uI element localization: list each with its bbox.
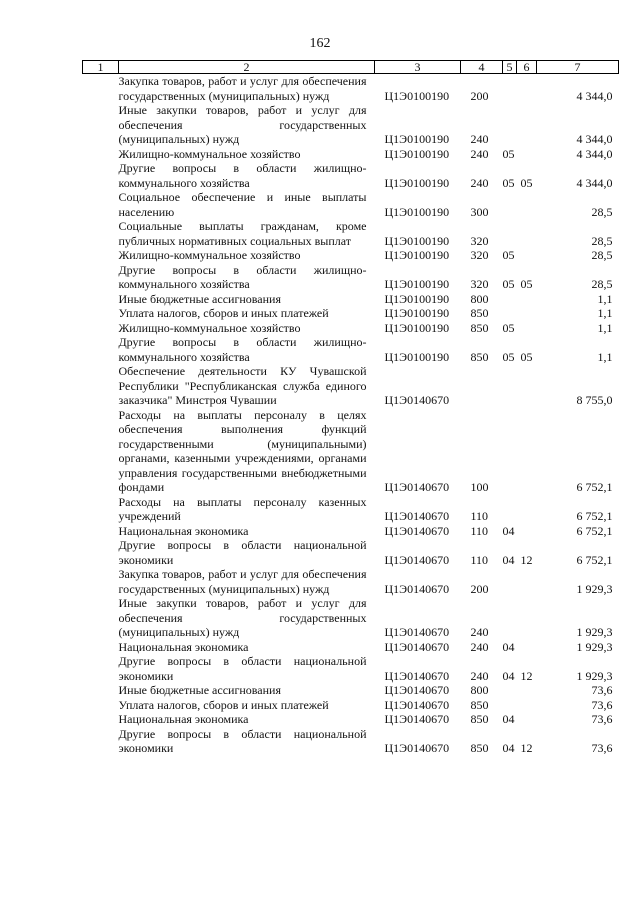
cell-section: [503, 103, 517, 147]
cell-code: Ц1Э0140670: [384, 393, 450, 407]
table-row: [83, 364, 619, 408]
cell-subsection: [517, 495, 537, 524]
cell-subsection: [517, 292, 537, 307]
cell-subsection: [517, 306, 537, 321]
cell-subsection: 05: [520, 175, 533, 190]
cell-name: Обеспечение деятельности КУ Чувашской Республики "Республиканская служба единого заказчика" Минстроя Чувашии: [118, 364, 367, 407]
cell-amount: 1 929,3: [576, 639, 613, 654]
table-row: [83, 538, 619, 567]
cell-code: Ц1Э0140670: [384, 697, 450, 712]
cell-empty: [83, 306, 119, 321]
cell-name: Другие вопросы в области жилищно-коммунального хозяйства: [118, 335, 367, 364]
cell-name: Закупка товаров, работ и услуг для обеспечения государственных (муниципальных) нужд: [118, 567, 367, 596]
cell-subsection: [517, 567, 537, 596]
cell-amount: 4 344,0: [576, 146, 613, 161]
table-row: [83, 306, 619, 321]
cell-expense-type: 240: [470, 625, 489, 639]
cell-section: [503, 596, 517, 640]
cell-subsection: 12: [520, 552, 533, 567]
budget-table: [82, 60, 619, 756]
cell-code: Ц1Э0140670: [384, 712, 450, 726]
cell-code: Ц1Э0140670: [384, 668, 450, 683]
cell-subsection: 12: [520, 668, 533, 683]
cell-expense-type: 800: [470, 683, 489, 697]
cell-amount: 6 752,1: [576, 480, 613, 494]
cell-empty: [83, 567, 119, 596]
cell-name: Иные закупки товаров, работ и услуг для обеспечения государственных (муниципальных) нужд: [118, 103, 367, 146]
cell-amount: 73,6: [591, 712, 613, 726]
page-number: 162: [309, 36, 331, 51]
cell-empty: [83, 190, 119, 219]
cell-expense-type: 320: [470, 248, 489, 262]
cell-code: Ц1Э0140670: [384, 581, 450, 596]
table-row: [83, 335, 619, 364]
cell-code: Ц1Э0100190: [384, 248, 450, 262]
cell-section: 04: [502, 668, 515, 683]
cell-code: Ц1Э0100190: [384, 306, 450, 320]
cell-section: [503, 219, 517, 248]
cell-empty: [83, 335, 119, 364]
cell-subsection: [517, 321, 537, 336]
cell-code: Ц1Э0140670: [384, 625, 450, 639]
table-row: [83, 683, 619, 698]
cell-amount: 1 929,3: [576, 581, 613, 596]
header-col-1: 1: [83, 61, 119, 74]
cell-code: Ц1Э0100190: [384, 204, 450, 219]
cell-amount: 1,1: [597, 320, 613, 335]
cell-expense-type: 110: [470, 509, 489, 523]
cell-expense-type: 850: [470, 306, 489, 320]
cell-section: [503, 698, 517, 713]
cell-empty: [83, 292, 119, 307]
cell-expense-type: 110: [470, 552, 489, 567]
cell-section: [503, 408, 517, 495]
cell-section: 04: [502, 741, 515, 755]
cell-empty: [83, 698, 119, 713]
cell-name: Национальная экономика: [118, 523, 249, 538]
cell-amount: 4 344,0: [576, 132, 613, 146]
cell-name: Национальная экономика: [118, 639, 249, 654]
cell-amount: 28,5: [591, 248, 613, 262]
cell-name: Социальные выплаты гражданам, кроме публичных нормативных социальных выплат: [118, 219, 367, 248]
table-row: [83, 654, 619, 683]
cell-name: Социальное обеспечение и иные выплаты населению: [118, 190, 367, 219]
cell-amount: 73,6: [591, 741, 613, 755]
cell-name: Уплата налогов, сборов и иных платежей: [118, 697, 329, 712]
cell-empty: [83, 103, 119, 147]
cell-empty: [83, 74, 119, 104]
table-row: [83, 596, 619, 640]
cell-code: Ц1Э0100190: [384, 146, 450, 161]
cell-name: Другие вопросы в области жилищно-коммунального хозяйства: [118, 262, 367, 291]
cell-expense-type: 850: [470, 697, 489, 712]
cell-name: Иные бюджетные ассигнования: [118, 683, 281, 697]
cell-name: Иные закупки товаров, работ и услуг для обеспечения государственных (муниципальных) нужд: [118, 596, 367, 639]
cell-amount: 73,6: [591, 697, 613, 712]
table-row: [83, 567, 619, 596]
cell-empty: [83, 654, 119, 683]
table-row: [83, 248, 619, 263]
cell-name: Жилищно-коммунальное хозяйство: [118, 146, 301, 161]
table-row: [83, 727, 619, 756]
cell-name: Жилищно-коммунальное хозяйство: [118, 248, 301, 262]
cell-name: Расходы на выплаты персоналу казенных учреждений: [118, 494, 367, 523]
cell-section: [503, 292, 517, 307]
cell-code: Ц1Э0140670: [384, 683, 450, 697]
cell-subsection: [517, 74, 537, 104]
cell-subsection: [517, 364, 537, 408]
table-row: [83, 190, 619, 219]
cell-amount: 8 755,0: [576, 393, 613, 407]
table-row: [83, 698, 619, 713]
cell-section: [503, 683, 517, 698]
cell-name: Другие вопросы в области национальной экономики: [118, 538, 367, 567]
table-row: [83, 321, 619, 336]
cell-subsection: [517, 219, 537, 248]
cell-code: Ц1Э0140670: [384, 509, 450, 523]
table-body: [83, 74, 619, 756]
cell-empty: [83, 538, 119, 567]
cell-name: Другие вопросы в области жилищно-коммунального хозяйства: [118, 161, 367, 190]
cell-section: 05: [502, 175, 515, 190]
cell-section: 05: [502, 248, 515, 262]
header-col-4: 4: [461, 61, 503, 74]
cell-expense-type: 240: [470, 132, 489, 146]
cell-section: [503, 306, 517, 321]
cell-section: [503, 495, 517, 524]
cell-expense-type: 300: [470, 204, 489, 219]
cell-empty: [83, 219, 119, 248]
cell-section: 05: [502, 277, 515, 291]
cell-expense-type: 240: [470, 146, 489, 161]
table-row: [83, 495, 619, 524]
cell-amount: 4 344,0: [576, 88, 613, 103]
table-row: [83, 524, 619, 539]
cell-code: Ц1Э0100190: [384, 277, 450, 291]
cell-expense-type: 850: [470, 320, 489, 335]
cell-subsection: 05: [520, 277, 533, 291]
cell-amount: 1 929,3: [576, 625, 613, 639]
cell-section: 05: [502, 349, 515, 364]
cell-name: Жилищно-коммунальное хозяйство: [118, 320, 301, 335]
cell-amount: 4 344,0: [576, 175, 613, 190]
cell-section: 04: [502, 552, 515, 567]
cell-expense-type: 200: [470, 88, 489, 103]
cell-expense-type: 320: [470, 233, 489, 248]
cell-subsection: [517, 712, 537, 727]
cell-amount: 1 929,3: [576, 668, 613, 683]
table-row: [83, 292, 619, 307]
header-col-2: 2: [119, 61, 375, 74]
header-col-5: 5: [503, 61, 517, 74]
table-row: [83, 640, 619, 655]
cell-expense-type: 100: [470, 480, 489, 494]
cell-section: 04: [502, 712, 515, 726]
cell-name: Национальная экономика: [118, 712, 249, 726]
cell-empty: [83, 683, 119, 698]
cell-name: Другие вопросы в области национальной экономики: [118, 726, 367, 755]
cell-subsection: [517, 596, 537, 640]
cell-empty: [83, 640, 119, 655]
cell-amount: 28,5: [591, 277, 613, 291]
cell-section: [503, 190, 517, 219]
cell-expense-type: 850: [470, 712, 489, 726]
cell-section: 04: [502, 639, 515, 654]
cell-code: Ц1Э0100190: [384, 320, 450, 335]
cell-name: Закупка товаров, работ и услуг для обеспечения государственных (муниципальных) нужд: [118, 74, 367, 103]
cell-subsection: [517, 683, 537, 698]
cell-name: Расходы на выплаты персоналу в целях обеспечения выполнения функций государственными (муниципальными) органами, казенными учреждениями, органами управления государственными внебюджетными фондами: [118, 407, 367, 494]
cell-amount: 1,1: [597, 306, 613, 320]
cell-empty: [83, 495, 119, 524]
cell-code: Ц1Э0100190: [384, 291, 450, 306]
cell-subsection: [517, 248, 537, 263]
cell-empty: [83, 321, 119, 336]
cell-subsection: [517, 147, 537, 162]
table-row: [83, 161, 619, 190]
cell-empty: [83, 161, 119, 190]
cell-expense-type: 800: [470, 291, 489, 306]
cell-subsection: [517, 190, 537, 219]
cell-amount: 1,1: [597, 349, 613, 364]
cell-subsection: [517, 103, 537, 147]
cell-code: Ц1Э0100190: [384, 233, 450, 248]
cell-expense-type: 320: [470, 277, 489, 291]
table-row: [83, 263, 619, 292]
cell-section: 05: [502, 146, 515, 161]
cell-subsection: [517, 698, 537, 713]
header-col-3: 3: [375, 61, 461, 74]
cell-amount: 1,1: [597, 291, 613, 306]
cell-section: 04: [502, 523, 515, 538]
cell-subsection: 12: [520, 741, 533, 755]
header-row: [83, 61, 619, 74]
cell-empty: [83, 364, 119, 408]
cell-code: Ц1Э0140670: [384, 523, 450, 538]
cell-expense-type: 240: [470, 639, 489, 654]
cell-section: [503, 364, 517, 408]
cell-empty: [83, 248, 119, 263]
cell-section: [503, 74, 517, 104]
cell-expense-type: 240: [470, 668, 489, 683]
table-row: [83, 74, 619, 104]
cell-amount: 6 752,1: [576, 523, 613, 538]
cell-code: Ц1Э0140670: [384, 552, 450, 567]
cell-empty: [83, 147, 119, 162]
cell-code: Ц1Э0100190: [384, 349, 450, 364]
cell-name: Иные бюджетные ассигнования: [118, 291, 281, 306]
cell-subsection: 05: [520, 349, 533, 364]
cell-amount: 6 752,1: [576, 509, 613, 523]
cell-code: Ц1Э0140670: [384, 480, 450, 494]
cell-subsection: [517, 524, 537, 539]
cell-empty: [83, 524, 119, 539]
cell-section: 05: [502, 320, 515, 335]
cell-expense-type: 850: [470, 741, 489, 755]
cell-amount: 6 752,1: [576, 552, 613, 567]
cell-amount: 73,6: [591, 683, 613, 697]
cell-amount: 28,5: [591, 233, 613, 248]
cell-empty: [83, 727, 119, 756]
cell-expense-type: 240: [470, 175, 489, 190]
header-col-6: 6: [517, 61, 537, 74]
cell-code: Ц1Э0100190: [384, 175, 450, 190]
cell-code: Ц1Э0140670: [384, 741, 450, 755]
cell-code: Ц1Э0100190: [384, 88, 450, 103]
cell-expense-type: 850: [470, 349, 489, 364]
cell-name: Уплата налогов, сборов и иных платежей: [118, 306, 329, 320]
cell-subsection: [517, 408, 537, 495]
cell-empty: [83, 712, 119, 727]
table-row: [83, 103, 619, 147]
cell-name: Другие вопросы в области национальной экономики: [118, 654, 367, 683]
cell-section: [503, 567, 517, 596]
table-row: [83, 147, 619, 162]
cell-code: Ц1Э0100190: [384, 132, 450, 146]
cell-subsection: [517, 640, 537, 655]
cell-empty: [83, 596, 119, 640]
cell-amount: 28,5: [591, 204, 613, 219]
cell-expense-type: 110: [470, 523, 489, 538]
header-col-7: 7: [537, 61, 619, 74]
cell-empty: [83, 408, 119, 495]
cell-expense-type: 200: [470, 581, 489, 596]
table-row: [83, 712, 619, 727]
table-row: [83, 219, 619, 248]
cell-empty: [83, 263, 119, 292]
cell-expense-type: [461, 364, 503, 408]
cell-code: Ц1Э0140670: [384, 639, 450, 654]
table-row: [83, 408, 619, 495]
